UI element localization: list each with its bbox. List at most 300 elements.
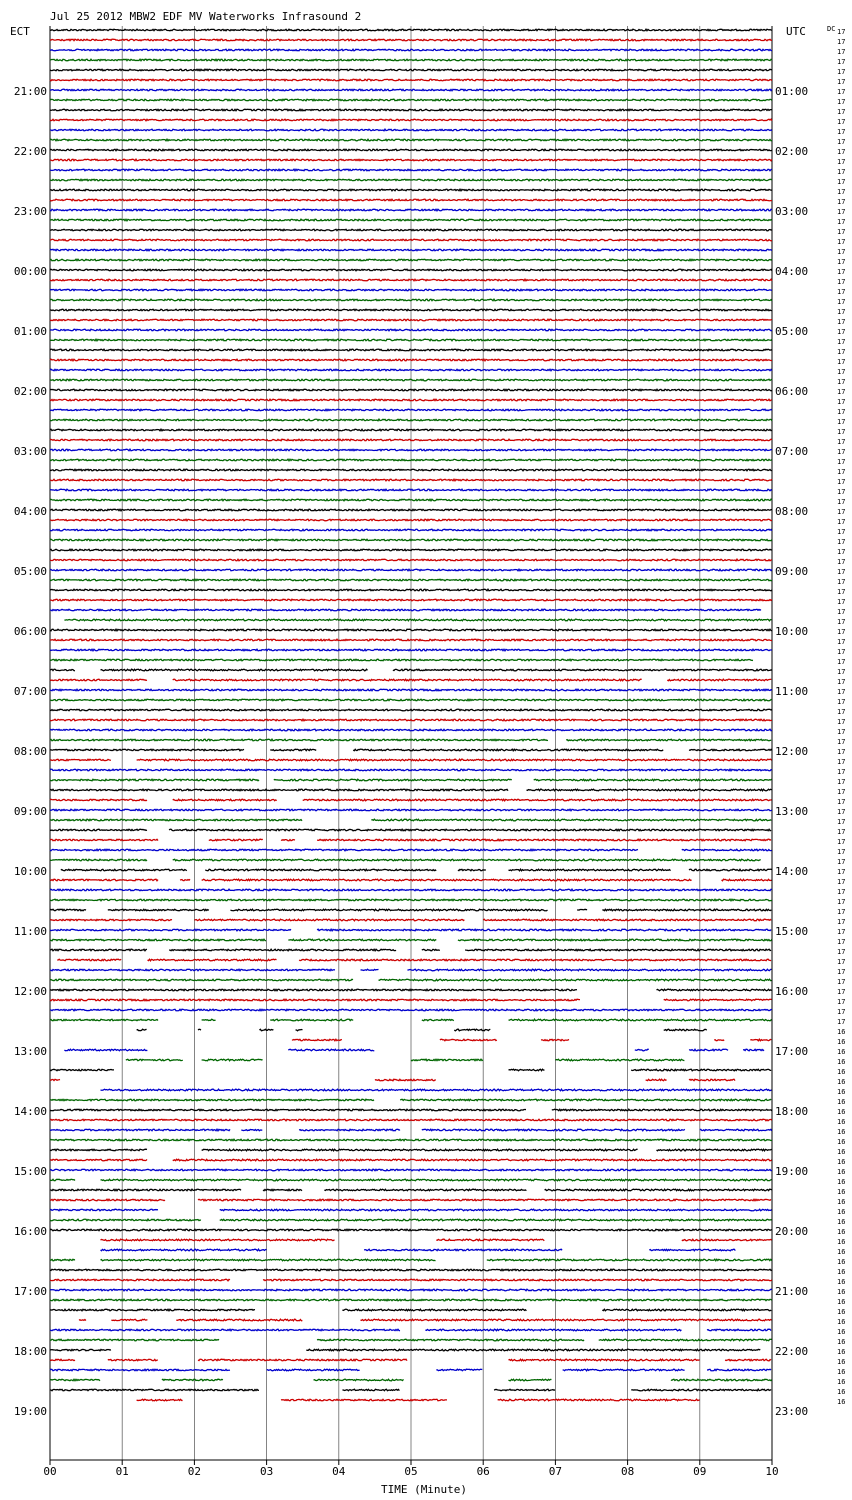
trace-segment xyxy=(458,939,772,941)
trace-segment xyxy=(50,979,353,981)
dc-value: 17 xyxy=(837,158,846,166)
trace-segment xyxy=(202,1149,638,1151)
x-tick-label: 10 xyxy=(765,1465,779,1478)
trace-segment xyxy=(288,939,436,941)
trace-segment xyxy=(50,1369,230,1371)
dc-value: 17 xyxy=(837,668,846,676)
dc-values xyxy=(837,28,845,1406)
dc-label: DC xyxy=(827,25,836,33)
dc-value: 17 xyxy=(837,1008,846,1016)
dc-value: 17 xyxy=(837,508,846,516)
dc-value: 17 xyxy=(837,538,846,546)
trace-segment xyxy=(393,669,772,671)
trace-segment xyxy=(50,939,266,941)
trace-segment xyxy=(689,1079,735,1081)
trace-segment xyxy=(64,1049,147,1051)
trace-segment xyxy=(50,29,772,31)
dc-value: 17 xyxy=(837,858,846,866)
right-hour-label: 13:00 xyxy=(775,805,809,818)
dc-value: 17 xyxy=(837,378,846,386)
dc-value: 16 xyxy=(837,1358,846,1366)
left-hour-label: 02:00 xyxy=(13,385,47,398)
trace-segment xyxy=(50,1169,772,1171)
trace-segment xyxy=(422,1129,685,1131)
trace-segment xyxy=(50,369,772,371)
x-tick-label: 09 xyxy=(693,1465,707,1478)
x-tick-label: 01 xyxy=(115,1465,129,1478)
left-hour-label: 00:00 xyxy=(13,265,47,278)
dc-value: 17 xyxy=(837,778,846,786)
trace-segment xyxy=(50,859,147,861)
trace-segment xyxy=(682,849,772,851)
dc-value: 17 xyxy=(837,348,846,356)
trace-segment xyxy=(552,1109,772,1111)
x-tick-label: 08 xyxy=(620,1465,635,1478)
trace-segment xyxy=(361,969,379,970)
trace-segment xyxy=(50,359,772,361)
trace-segment xyxy=(50,929,291,931)
trace-segment xyxy=(137,759,772,761)
left-hour-label: 11:00 xyxy=(13,925,47,938)
dc-value: 17 xyxy=(837,48,846,56)
trace-segment xyxy=(50,1379,100,1381)
trace-segment xyxy=(101,1179,772,1181)
trace-segment xyxy=(664,1029,707,1031)
dc-value: 17 xyxy=(837,38,846,46)
trace-segment xyxy=(50,1019,158,1021)
left-hour-label: 16:00 xyxy=(13,1225,47,1238)
trace-segment xyxy=(689,869,772,871)
dc-value: 17 xyxy=(837,438,846,446)
trace-segment xyxy=(50,999,580,1001)
right-hour-label: 12:00 xyxy=(775,745,809,758)
trace-segment xyxy=(50,1159,147,1161)
trace-segment xyxy=(50,919,172,921)
left-hour-label: 10:00 xyxy=(13,865,47,878)
trace-segment xyxy=(50,119,772,121)
trace-segment xyxy=(173,1159,772,1161)
trace-segment xyxy=(725,1359,771,1361)
right-hour-label: 07:00 xyxy=(775,445,809,458)
x-tick-label: 03 xyxy=(259,1465,274,1478)
dc-value: 16 xyxy=(837,1328,846,1336)
dc-value: 17 xyxy=(837,208,846,216)
trace-segment xyxy=(202,1059,263,1061)
trace-segment xyxy=(50,269,772,271)
dc-value: 17 xyxy=(837,548,846,556)
trace-segment xyxy=(303,799,772,801)
trace-segment xyxy=(50,419,772,421)
trace-segment xyxy=(509,1359,700,1361)
dc-value: 17 xyxy=(837,968,846,976)
right-hour-label: 20:00 xyxy=(775,1225,809,1238)
trace-segment xyxy=(545,1189,772,1191)
trace-segment xyxy=(241,1129,262,1130)
dc-value: 17 xyxy=(837,758,846,766)
left-hour-label: 03:00 xyxy=(13,445,47,458)
dc-value: 17 xyxy=(837,108,846,116)
dc-value: 17 xyxy=(837,118,846,126)
trace-segment xyxy=(577,909,587,910)
right-hour-label: 09:00 xyxy=(775,565,809,578)
dc-value: 17 xyxy=(837,228,846,236)
right-hour-label: 23:00 xyxy=(775,1405,809,1418)
dc-value: 17 xyxy=(837,588,846,596)
dc-value: 17 xyxy=(837,808,846,816)
dc-value: 17 xyxy=(837,248,846,256)
dc-value: 17 xyxy=(837,418,846,426)
dc-value: 16 xyxy=(837,1278,846,1286)
dc-value: 17 xyxy=(837,688,846,696)
dc-value: 17 xyxy=(837,168,846,176)
dc-value: 16 xyxy=(837,1298,846,1306)
trace-segment xyxy=(440,1039,497,1041)
trace-segment xyxy=(50,1209,158,1211)
dc-value: 16 xyxy=(837,1148,846,1156)
trace-segment xyxy=(50,1109,526,1111)
trace-segment xyxy=(176,1319,302,1321)
trace-segment xyxy=(50,489,772,491)
trace-segment xyxy=(220,1209,772,1211)
left-hour-label: 07:00 xyxy=(13,685,47,698)
trace-segment xyxy=(194,919,464,921)
dc-value: 16 xyxy=(837,1168,846,1176)
right-hour-label: 17:00 xyxy=(775,1045,809,1058)
right-zone-label: UTC xyxy=(786,25,806,38)
trace-segment xyxy=(50,89,772,91)
trace-segment xyxy=(361,1319,772,1321)
right-hour-label: 21:00 xyxy=(775,1285,809,1298)
trace-segment xyxy=(270,1019,353,1021)
trace-segment xyxy=(108,1359,158,1360)
left-hour-label: 23:00 xyxy=(13,205,47,218)
trace-segment xyxy=(707,1369,771,1371)
dc-value: 16 xyxy=(837,1228,846,1236)
trace-segment xyxy=(50,699,772,701)
trace-segment xyxy=(50,1359,75,1360)
dc-value: 17 xyxy=(837,338,846,346)
dc-value: 16 xyxy=(837,1248,846,1256)
trace-segment xyxy=(50,1199,165,1201)
right-hour-label: 10:00 xyxy=(775,625,809,638)
trace-segment xyxy=(299,1129,400,1131)
trace-segment xyxy=(317,1339,584,1341)
dc-value: 16 xyxy=(837,1388,846,1396)
trace-segment xyxy=(50,839,158,841)
trace-segment xyxy=(50,1219,201,1221)
trace-segment xyxy=(527,789,772,791)
trace-segment xyxy=(50,989,577,991)
trace-segment xyxy=(231,909,548,911)
dc-value: 17 xyxy=(837,88,846,96)
left-hour-label: 09:00 xyxy=(13,805,47,818)
dc-value: 16 xyxy=(837,1058,846,1066)
trace-segment xyxy=(306,1349,760,1351)
dc-value: 17 xyxy=(837,28,846,36)
trace-segment xyxy=(101,1239,335,1241)
dc-value: 16 xyxy=(837,1368,846,1376)
dc-value: 16 xyxy=(837,1068,846,1076)
dc-value: 17 xyxy=(837,188,846,196)
right-hour-label: 02:00 xyxy=(775,145,809,158)
trace-segment xyxy=(79,1320,86,1321)
dc-value: 17 xyxy=(837,998,846,1006)
trace-segment xyxy=(270,749,316,751)
trace-segment xyxy=(50,669,75,671)
trace-segment xyxy=(64,619,771,621)
trace-segment xyxy=(50,1179,75,1180)
trace-segment xyxy=(50,509,772,511)
trace-segment xyxy=(259,1029,273,1030)
trace-segment xyxy=(50,789,508,791)
trace-segment xyxy=(50,349,772,351)
trace-segment xyxy=(101,1089,772,1091)
trace-segment xyxy=(682,1239,772,1241)
trace-segment xyxy=(50,759,111,760)
trace-segment xyxy=(700,1129,772,1131)
trace-segment xyxy=(50,1069,114,1071)
dc-value: 17 xyxy=(837,488,846,496)
left-hour-label: 22:00 xyxy=(13,145,47,158)
trace-segment xyxy=(465,949,771,951)
trace-segment xyxy=(407,969,771,971)
x-tick-label: 04 xyxy=(332,1465,346,1478)
trace-segment xyxy=(50,749,244,751)
dc-value: 17 xyxy=(837,848,846,856)
trace-segment xyxy=(631,1389,771,1391)
dc-value: 17 xyxy=(837,598,846,606)
trace-segment xyxy=(263,1189,302,1191)
trace-segment xyxy=(534,779,772,781)
dc-value: 17 xyxy=(837,698,846,706)
trace-segment xyxy=(509,1069,545,1071)
trace-segment xyxy=(220,1219,772,1221)
trace-segment xyxy=(101,1259,436,1261)
dc-value: 17 xyxy=(837,788,846,796)
trace-segment xyxy=(50,39,772,41)
dc-value: 17 xyxy=(837,198,846,206)
trace-segment xyxy=(169,949,396,951)
dc-value: 16 xyxy=(837,1028,846,1036)
dc-value: 17 xyxy=(837,448,846,456)
trace-segment xyxy=(50,659,753,661)
dc-value: 16 xyxy=(837,1158,846,1166)
dc-value: 17 xyxy=(837,918,846,926)
right-hour-label: 16:00 xyxy=(775,985,809,998)
dc-value: 17 xyxy=(837,368,846,376)
trace-segment xyxy=(722,879,772,881)
dc-value: 17 xyxy=(837,78,846,86)
trace-segment xyxy=(371,819,771,821)
left-hour-label: 01:00 xyxy=(13,325,47,338)
trace-segment xyxy=(173,859,761,861)
trace-segment xyxy=(50,1279,230,1281)
trace-segment xyxy=(750,1039,771,1041)
trace-segment xyxy=(50,1079,60,1080)
right-hour-label: 15:00 xyxy=(775,925,809,938)
dc-value: 17 xyxy=(837,838,846,846)
dc-value: 17 xyxy=(837,728,846,736)
dc-value: 16 xyxy=(837,1378,846,1386)
dc-value: 17 xyxy=(837,258,846,266)
trace-segment xyxy=(50,899,772,901)
dc-value: 17 xyxy=(837,318,846,326)
trace-segment xyxy=(274,779,512,781)
dc-value: 17 xyxy=(837,898,846,906)
dc-value: 17 xyxy=(837,708,846,716)
trace-segment xyxy=(50,1389,259,1391)
dc-value: 17 xyxy=(837,278,846,286)
trace-segment xyxy=(126,1059,183,1061)
dc-value: 17 xyxy=(837,638,846,646)
trace-segment xyxy=(180,879,190,880)
trace-segment xyxy=(657,989,772,991)
trace-segment xyxy=(714,1040,724,1041)
x-tick-label: 00 xyxy=(43,1465,57,1478)
left-hour-label: 15:00 xyxy=(13,1165,47,1178)
trace-segment xyxy=(50,819,302,821)
trace-segment xyxy=(324,1189,526,1191)
dc-value: 17 xyxy=(837,268,846,276)
trace-segment xyxy=(108,909,209,911)
dc-value: 17 xyxy=(837,608,846,616)
trace-segment xyxy=(664,999,772,1001)
dc-value: 17 xyxy=(837,178,846,186)
trace-segment xyxy=(50,219,772,221)
trace-segment xyxy=(425,1329,681,1331)
dc-value: 17 xyxy=(837,358,846,366)
trace-segment xyxy=(50,799,147,801)
dc-value: 17 xyxy=(837,238,846,246)
trace-segment xyxy=(50,879,158,881)
trace-segment xyxy=(202,1019,216,1020)
dc-value: 16 xyxy=(837,1048,846,1056)
dc-value: 17 xyxy=(837,498,846,506)
dc-value: 17 xyxy=(837,578,846,586)
trace-segment xyxy=(50,279,772,281)
dc-value: 17 xyxy=(837,768,846,776)
x-tick-label: 07 xyxy=(548,1465,563,1478)
trace-segment xyxy=(137,1399,183,1401)
x-axis xyxy=(43,1460,778,1478)
dc-value: 17 xyxy=(837,868,846,876)
dc-value: 17 xyxy=(837,388,846,396)
left-hour-label: 17:00 xyxy=(13,1285,47,1298)
trace-segment xyxy=(50,1099,374,1101)
trace-segment xyxy=(50,569,772,571)
right-hour-label: 04:00 xyxy=(775,265,809,278)
left-hour-label: 04:00 xyxy=(13,505,47,518)
dc-value: 16 xyxy=(837,1208,846,1216)
trace-segment xyxy=(494,1389,555,1391)
left-hour-label: 08:00 xyxy=(13,745,47,758)
dc-value: 16 xyxy=(837,1108,846,1116)
trace-segment xyxy=(101,1249,267,1251)
right-hour-label: 01:00 xyxy=(775,85,809,98)
trace-segment xyxy=(436,1369,482,1371)
dc-value: 16 xyxy=(837,1098,846,1106)
right-hour-label: 18:00 xyxy=(775,1105,809,1118)
trace-segment xyxy=(202,879,692,881)
dc-value: 17 xyxy=(837,408,846,416)
trace-segment xyxy=(646,1079,667,1081)
trace-segment xyxy=(631,1069,771,1071)
trace-segment xyxy=(563,1369,685,1371)
trace-segment xyxy=(671,1379,772,1381)
trace-segment xyxy=(50,609,761,611)
trace-segment xyxy=(50,679,147,681)
dc-value: 17 xyxy=(837,648,846,656)
dc-value: 17 xyxy=(837,678,846,686)
dc-value: 17 xyxy=(837,218,846,226)
trace-segment xyxy=(649,1249,735,1251)
trace-segment xyxy=(422,949,440,950)
dc-value: 17 xyxy=(837,288,846,296)
dc-value: 17 xyxy=(837,798,846,806)
trace-segment xyxy=(50,469,772,471)
dc-value: 16 xyxy=(837,1188,846,1196)
trace-segment xyxy=(292,1039,342,1041)
trace-segment xyxy=(288,1049,374,1051)
trace-segment xyxy=(50,199,772,201)
left-hour-label: 19:00 xyxy=(13,1405,47,1418)
trace-segment xyxy=(657,1149,772,1151)
trace-segment xyxy=(411,1059,483,1061)
minute-grid xyxy=(50,26,772,1460)
trace-segment xyxy=(498,1399,700,1401)
x-tick-label: 05 xyxy=(404,1465,418,1478)
dc-value: 17 xyxy=(837,718,846,726)
trace-segment xyxy=(509,1019,772,1021)
dc-value: 17 xyxy=(837,978,846,986)
trace-segment xyxy=(454,1029,490,1031)
dc-value: 17 xyxy=(837,298,846,306)
dc-value: 16 xyxy=(837,1398,846,1406)
dc-value: 17 xyxy=(837,328,846,336)
dc-value: 17 xyxy=(837,68,846,76)
right-hour-label: 19:00 xyxy=(775,1165,809,1178)
dc-value: 17 xyxy=(837,958,846,966)
dc-value: 17 xyxy=(837,428,846,436)
dc-value: 17 xyxy=(837,748,846,756)
trace-segment xyxy=(50,739,548,741)
right-hour-label: 03:00 xyxy=(775,205,809,218)
trace-segment xyxy=(50,629,772,631)
trace-segment xyxy=(50,329,772,331)
trace-segment xyxy=(555,1059,684,1061)
dc-value: 17 xyxy=(837,628,846,636)
dc-value: 17 xyxy=(837,128,846,136)
trace-segment xyxy=(436,1239,544,1241)
trace-segment xyxy=(317,929,771,931)
dc-value: 16 xyxy=(837,1138,846,1146)
dc-value: 17 xyxy=(837,58,846,66)
dc-value: 16 xyxy=(837,1078,846,1086)
trace-segment xyxy=(487,1259,772,1261)
trace-segment xyxy=(50,949,147,951)
dc-value: 17 xyxy=(837,568,846,576)
dc-value: 17 xyxy=(837,738,846,746)
trace-segment xyxy=(205,869,436,871)
trace-segment xyxy=(173,799,277,801)
dc-value: 17 xyxy=(837,658,846,666)
trace-segment xyxy=(317,839,771,841)
trace-segment xyxy=(50,849,638,851)
trace-segment xyxy=(707,1329,771,1331)
dc-value: 16 xyxy=(837,1338,846,1346)
right-hour-label: 22:00 xyxy=(775,1345,809,1358)
trace-segment xyxy=(689,1049,728,1051)
